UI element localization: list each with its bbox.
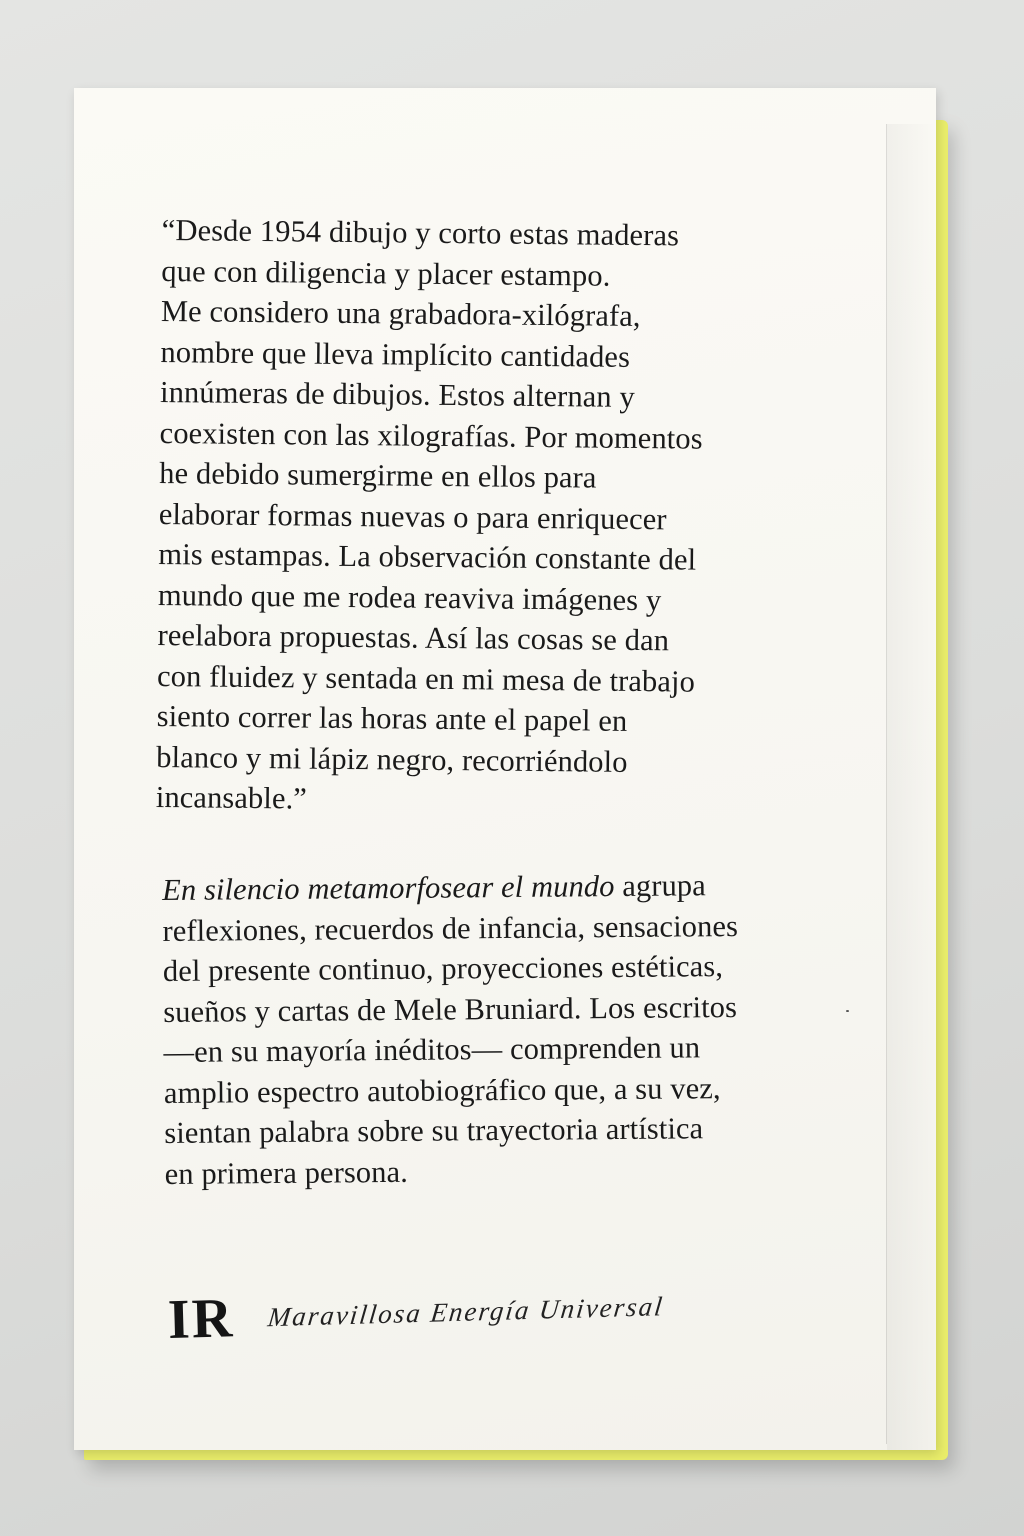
publisher-logo: IR bbox=[167, 1287, 236, 1351]
blurb-line: en primera persona. bbox=[164, 1154, 409, 1191]
blurb-line: sueños y cartas de Mele Bruniard. Los escritos bbox=[163, 989, 738, 1029]
blurb-line: amplio espectro autobiográfico que, a su vez, bbox=[163, 1070, 721, 1110]
quote-line: incansable.” bbox=[155, 779, 308, 816]
quote-line: coexisten con las xilografías. Por momentos bbox=[159, 415, 703, 456]
quote-line: he debido sumergirme en ellos para bbox=[159, 455, 597, 495]
blurb-line: reflexiones, recuerdos de infancia, sensaciones bbox=[162, 908, 739, 948]
blurb-first-line-rest: agrupa bbox=[614, 868, 706, 904]
book-title: En silencio metamorfosear el mundo bbox=[162, 869, 615, 907]
quote-line: Me considero una grabadora-xilógrafa, bbox=[160, 293, 641, 334]
quote-line: que con diligencia y placer estampo. bbox=[161, 253, 611, 293]
blurb-line: del presente continuo, proyecciones estéticas, bbox=[162, 949, 724, 988]
quote-line: “Desde 1954 dibujo y corto estas maderas bbox=[161, 212, 680, 253]
quote-line: mis estampas. La observación constante del bbox=[158, 536, 697, 577]
paper-speck bbox=[846, 1010, 849, 1012]
flap-shade bbox=[887, 124, 936, 1450]
back-cover bbox=[74, 88, 936, 1450]
blurb-line: sientan palabra sobre su trayectoria artística bbox=[164, 1111, 704, 1150]
blurb-first-line bbox=[162, 864, 822, 910]
quote-line: innúmeras de dibujos. Estos alternan y bbox=[159, 374, 636, 414]
quote-line: blanco y mi lápiz negro, recorriéndolo bbox=[156, 739, 628, 779]
quote-line: elaborar formas nuevas o para enriquecer bbox=[158, 496, 667, 536]
quote-line: siento correr las horas ante el papel en bbox=[156, 698, 628, 738]
quote-line: nombre que lleva implícito cantidades bbox=[160, 334, 631, 374]
blurb-line: —en su mayoría inéditos— comprenden un bbox=[163, 1030, 701, 1069]
quote-block bbox=[156, 210, 822, 824]
quote-line: mundo que me rodea reaviva imágenes y bbox=[157, 577, 662, 617]
book bbox=[74, 88, 942, 1458]
quote-line: reelabora propuestas. Así las cosas se dan bbox=[157, 617, 670, 658]
blurb-block bbox=[162, 864, 825, 1194]
quote-line: con fluidez y sentada en mi mesa de trabajo bbox=[156, 658, 696, 699]
publisher-footer bbox=[167, 1274, 665, 1352]
publisher-name: Maravillosa Energía Universal bbox=[266, 1290, 666, 1332]
